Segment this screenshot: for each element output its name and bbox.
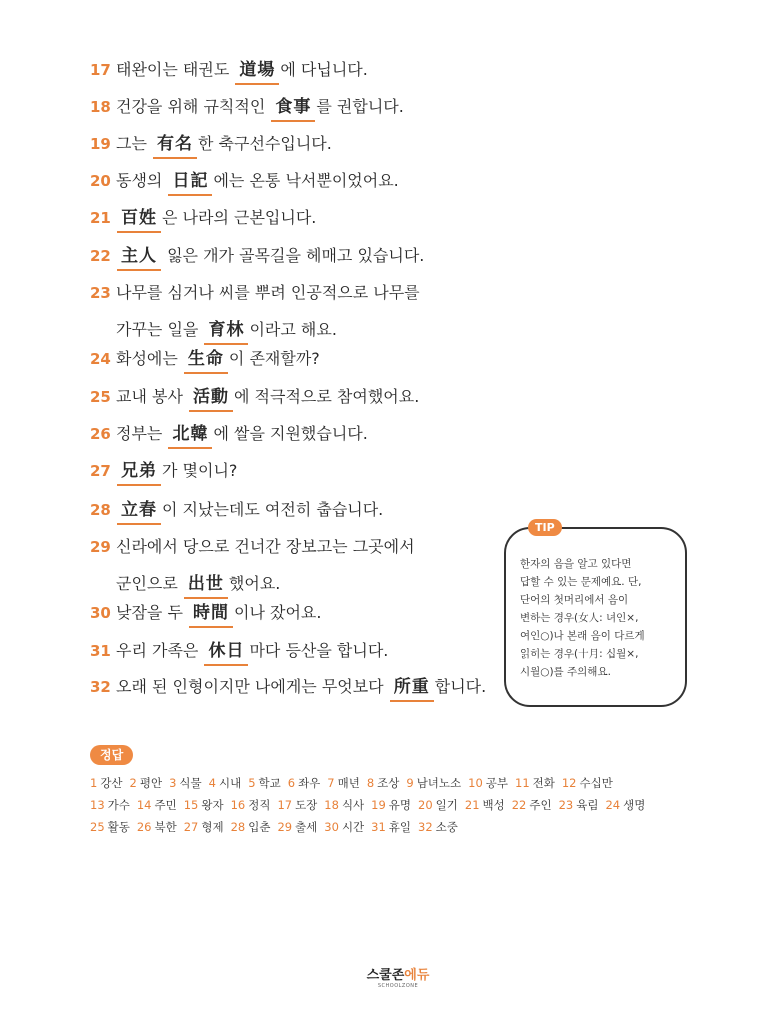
answer-value: 가수: [107, 798, 130, 812]
tip-line: 시월○)를 주의해요.: [520, 666, 611, 678]
answer-number: 18: [324, 798, 339, 812]
answer-number: 3: [169, 776, 177, 790]
answer-number: 28: [230, 820, 246, 834]
answer-value: 육림: [576, 798, 599, 812]
question-text: 나무를 심거나 씨를 뿌려 인공적으로 나무를: [116, 283, 420, 302]
answer-value: 평안: [139, 776, 163, 790]
question-text: 태완이는 태권도 道場 에 다닙니다.: [116, 60, 368, 80]
logo-text-a: 스쿨존: [366, 968, 405, 983]
answer-number: 26: [136, 820, 152, 834]
question-number: 17: [90, 61, 111, 79]
answer-value: 도장: [295, 798, 318, 812]
answer-value: 수십만: [579, 776, 613, 790]
question-number: 23: [90, 284, 111, 302]
hanja-word: 休日: [204, 641, 248, 666]
tip-line: 한자의 음을 알고 있다면: [520, 558, 632, 570]
answer-value: 조상: [377, 776, 400, 790]
answer-number: 6: [287, 776, 296, 790]
hanja-word: 立春: [117, 500, 161, 525]
question-text: 건강을 위해 규칙적인 食事 를 권합니다.: [116, 97, 404, 117]
tip-box: [504, 521, 687, 707]
hanja-word: 北韓: [168, 424, 212, 449]
answer-value: 매년: [337, 776, 360, 790]
question-number: 25: [90, 388, 111, 406]
answer-value: 공부: [485, 776, 508, 790]
question-number: 26: [90, 425, 111, 443]
answer-number: 31: [371, 820, 386, 834]
answer-number: 11: [515, 776, 530, 790]
hanja-word: 日記: [168, 171, 212, 196]
answer-number: 16: [230, 798, 246, 812]
answer-number: 24: [605, 798, 621, 812]
tip-line: 변하는 경우(女人: 녀인×,: [520, 612, 639, 624]
answer-number: 15: [183, 798, 199, 812]
answer-number: 17: [277, 798, 293, 812]
answer-value: 학교: [258, 776, 281, 790]
question-text: 교내 봉사 活動 에 적극적으로 참여했어요.: [116, 387, 419, 407]
answer-value: 휴일: [388, 820, 412, 834]
question-text: 오래 된 인형이지만 나에게는 무엇보다 所重 합니다.: [116, 677, 486, 697]
answer-value: 북한: [154, 820, 177, 834]
answer-number: 10: [468, 776, 483, 790]
question-number: 21: [90, 209, 111, 227]
answer-number: 29: [277, 820, 293, 834]
answer-number: 7: [327, 776, 335, 790]
answer-number: 4: [208, 776, 216, 790]
hanja-word: 道場: [235, 60, 279, 85]
tip-line: 여인○)나 본래 음이 다르게: [520, 630, 645, 642]
answer-row: [90, 816, 690, 838]
answer-badge: 정답: [90, 745, 133, 765]
question-number: 20: [90, 172, 111, 190]
question-text: 가꾸는 일을 育林 이라고 해요.: [116, 320, 337, 340]
question-text: 兄弟 가 몇이니?: [116, 461, 237, 481]
question-number: 30: [90, 604, 111, 622]
answer-value: 정직: [248, 798, 271, 812]
answer-number: 27: [183, 820, 199, 834]
question-text: 그는 有名 한 축구선수입니다.: [116, 134, 332, 154]
answer-value: 주인: [529, 798, 552, 812]
hanja-word: 出世: [184, 574, 228, 599]
logo-text: [358, 968, 438, 983]
answer-value: 백성: [482, 798, 505, 812]
hanja-word: 活動: [189, 387, 233, 412]
question-text: 낮잠을 두 時間 이나 잤어요.: [116, 603, 321, 623]
question-text: 우리 가족은 休日 마다 등산을 합니다.: [116, 641, 388, 661]
answer-value: 좌우: [298, 776, 321, 790]
answer-value: 일기: [435, 798, 458, 812]
answer-value: 시간: [341, 820, 365, 834]
question-number: 18: [90, 98, 111, 116]
answer-number: 2: [129, 776, 137, 790]
logo-subtext: SCHOOLZONE: [377, 983, 419, 989]
question-text: 百姓 은 나라의 근본입니다.: [116, 208, 316, 228]
answer-value: 주민: [154, 798, 177, 812]
answer-value: 형제: [201, 820, 224, 834]
tip-text: [520, 555, 680, 681]
answer-number: 13: [90, 798, 105, 812]
tip-line: 읽히는 경우(十月: 십월×,: [520, 648, 639, 660]
answer-number: 20: [418, 798, 433, 812]
hanja-word: 食事: [271, 97, 315, 122]
answer-number: 30: [324, 820, 339, 834]
answer-row: [90, 794, 690, 816]
question-text: 主人 잃은 개가 골목길을 헤매고 있습니다.: [116, 246, 424, 266]
answer-value: 유명: [388, 798, 412, 812]
answer-value: 강산: [100, 776, 123, 790]
answer-number: 21: [464, 798, 480, 812]
answer-value: 식사: [341, 798, 365, 812]
answer-value: 출세: [295, 820, 318, 834]
answer-number: 9: [406, 776, 414, 790]
question-number: 32: [90, 678, 111, 696]
answer-number: 32: [418, 820, 433, 834]
hanja-word: 主人: [117, 246, 161, 271]
answer-value: 왕자: [201, 798, 224, 812]
answer-number: 8: [366, 776, 375, 790]
question-text: 立春 이 지났는데도 여전히 춥습니다.: [116, 500, 383, 520]
publisher-logo: [358, 968, 438, 994]
question-number: 29: [90, 538, 111, 556]
question-number: 28: [90, 501, 111, 519]
answer-value: 생명: [623, 798, 646, 812]
answer-value: 입춘: [248, 820, 271, 834]
tip-line: 답할 수 있는 문제예요. 단,: [520, 576, 642, 588]
hanja-word: 有名: [153, 134, 197, 159]
answer-number: 14: [136, 798, 152, 812]
answer-value: 시내: [218, 776, 242, 790]
question-text: 정부는 北韓 에 쌀을 지원했습니다.: [116, 424, 368, 444]
logo-text-b: 에듀: [404, 968, 430, 983]
hanja-word: 兄弟: [117, 461, 161, 486]
hanja-word: 生命: [184, 349, 228, 374]
answer-row: [90, 772, 690, 794]
tip-badge: TIP: [528, 519, 562, 536]
answer-value: 활동: [107, 820, 130, 834]
answer-number: 1: [90, 776, 98, 790]
question-number: 22: [90, 247, 111, 265]
answer-number: 25: [90, 820, 105, 834]
hanja-word: 百姓: [117, 208, 161, 233]
question-number: 24: [90, 350, 111, 368]
question-text: 화성에는 生命 이 존재할까?: [116, 349, 320, 369]
answer-number: 23: [558, 798, 574, 812]
question-text: 신라에서 당으로 건너간 장보고는 그곳에서: [116, 537, 415, 556]
question-text: 군인으로 出世 했어요.: [116, 574, 280, 594]
question-text: 동생의 日記 에는 온통 낙서뿐이었어요.: [116, 171, 399, 191]
answer-value: 전화: [532, 776, 555, 790]
tip-line: 단어의 첫머리에서 음이: [520, 594, 629, 606]
answer-number: 22: [511, 798, 527, 812]
answer-number: 12: [561, 776, 577, 790]
answer-value: 식물: [179, 776, 202, 790]
answer-value: 소중: [435, 820, 458, 834]
question-number: 31: [90, 642, 111, 660]
answer-list: [90, 772, 690, 838]
answer-number: 5: [248, 776, 256, 790]
hanja-word: 所重: [390, 677, 434, 702]
question-number: 19: [90, 135, 111, 153]
answer-value: 남녀노소: [416, 776, 462, 790]
hanja-word: 育林: [204, 320, 248, 345]
question-number: 27: [90, 462, 111, 480]
hanja-word: 時間: [189, 603, 233, 628]
answer-number: 19: [371, 798, 386, 812]
